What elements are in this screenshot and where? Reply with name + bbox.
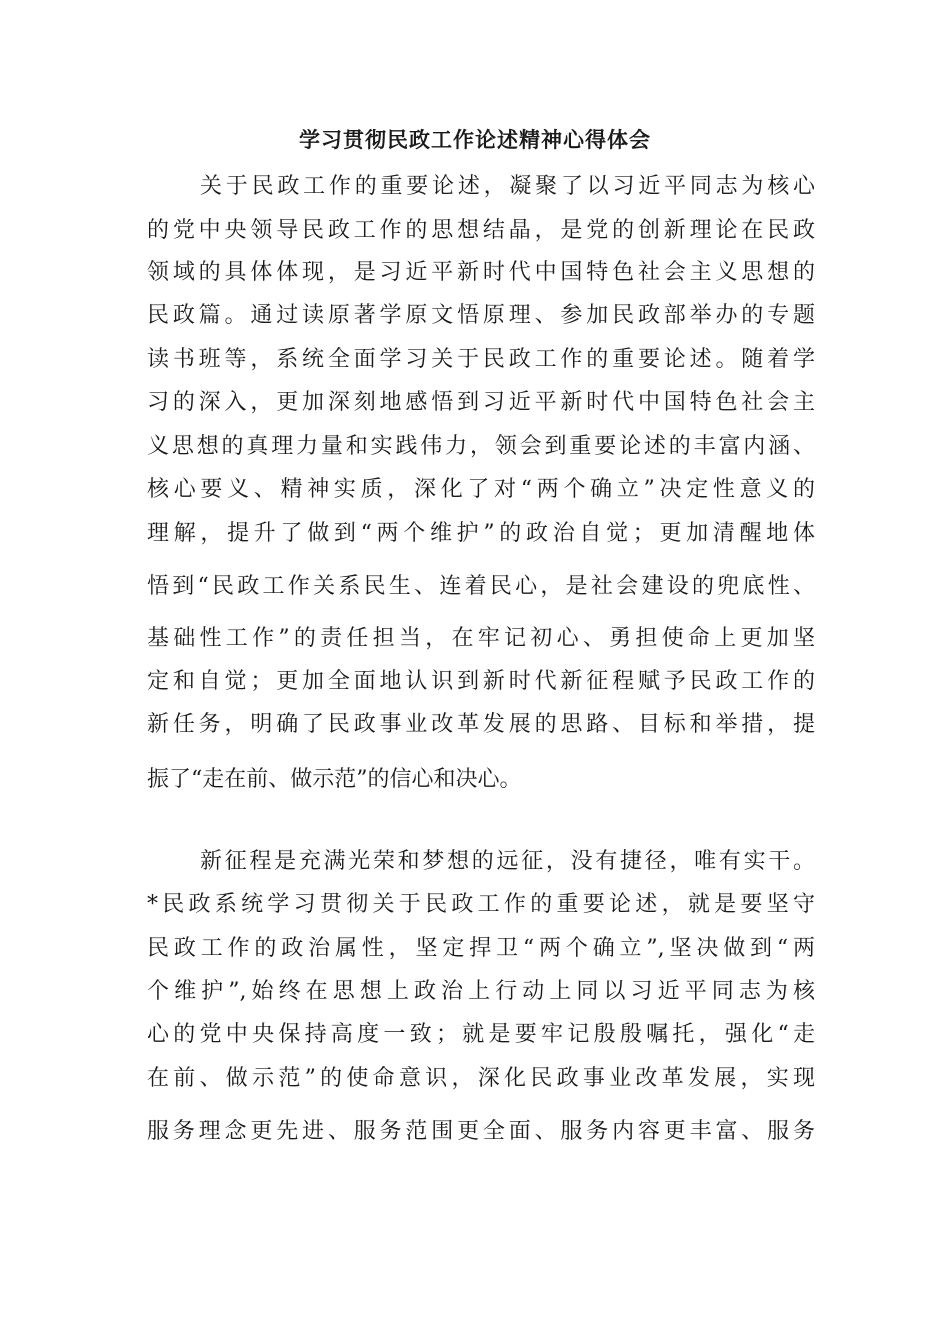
paragraph-1-line-13: 新任务，明确了民政事业改革发展的思路、目标和举措，提	[147, 712, 815, 737]
paragraph-2-line-1: 新征程是充满光荣和梦想的远征，没有捷径，唯有实干。	[200, 849, 815, 874]
document-title: 学习贯彻民政工作论述精神心得体会	[299, 127, 651, 152]
paragraph-2-line-2: *民政系统学习贯彻关于民政工作的重要论述，就是要坚守	[147, 892, 815, 917]
paragraph-1-line-8: 核心要义、精神实质，深化了对“两个确立”决定性意义的	[147, 477, 815, 502]
paragraph-1-line-4: 民政篇。通过读原著学原文悟原理、参加民政部举办的专题	[147, 303, 815, 328]
paragraph-1-line-11: 基础性工作”的责任担当，在牢记初心、勇担使命上更加坚	[147, 626, 815, 651]
paragraph-1-line-5: 读书班等，系统全面学习关于民政工作的重要论述。随着学	[147, 347, 815, 372]
paragraph-2-line-6: 在前、做示范”的使命意识，深化民政事业改革发展，实现	[147, 1066, 815, 1091]
paragraph-1-line-12: 定和自觉；更加全面地认识到新时代新征程赋予民政工作的	[147, 669, 815, 694]
paragraph-1-line-10: 悟到“民政工作关系民生、连着民心，是社会建设的兜底性、	[147, 574, 815, 599]
paragraph-2-line-4: 个维护”,始终在思想上政治上行动上同以习近平同志为核	[147, 979, 815, 1004]
paragraph-1-line-3: 领域的具体体现，是习近平新时代中国特色社会主义思想的	[147, 260, 815, 285]
paragraph-1-line-14: 振了“走在前、做示范”的信心和决心。	[147, 767, 522, 792]
paragraph-1-line-9: 理解，提升了做到“两个维护”的政治自觉；更加清醒地体	[147, 521, 815, 546]
paragraph-1-line-2: 的党中央领导民政工作的思想结晶，是党的创新理论在民政	[147, 218, 815, 243]
paragraph-1-line-6: 习的深入，更加深刻地感悟到习近平新时代中国特色社会主	[147, 390, 815, 415]
paragraph-1-line-7: 义思想的真理力量和实践伟力，领会到重要论述的丰富内涵、	[147, 434, 815, 459]
paragraph-2-line-5: 心的党中央保持高度一致；就是要牢记殷殷嘱托，强化“走	[147, 1022, 815, 1047]
paragraph-2-line-7: 服务理念更先进、服务范围更全面、服务内容更丰富、服务	[147, 1119, 815, 1144]
paragraph-1-line-1: 关于民政工作的重要论述，凝聚了以习近平同志为核心	[200, 174, 815, 199]
paragraph-2-line-3: 民政工作的政治属性，坚定捍卫“两个确立”,坚决做到“两	[147, 936, 815, 961]
